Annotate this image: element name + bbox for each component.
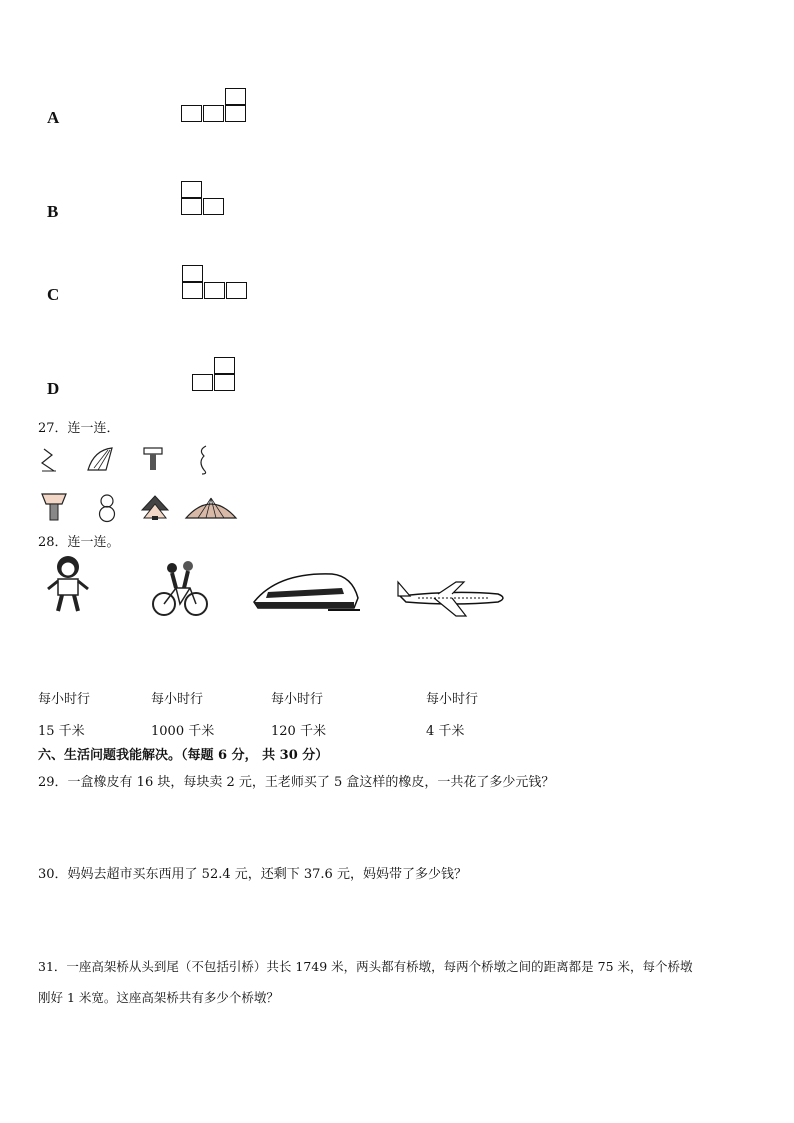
- walking-child-icon: [44, 553, 92, 615]
- umbrella-fragment-icon: [86, 446, 116, 472]
- snowman-icon: [96, 493, 118, 523]
- speed-value-4: 4 千米: [426, 724, 465, 739]
- speed-value-2: 1000 千米: [151, 724, 215, 739]
- speed-label-1: 每小时行: [38, 692, 91, 707]
- section-6-title: 六、生活问题我能解决。（每题 6 分， 共 30 分）: [38, 748, 329, 763]
- airplane-icon: [394, 576, 510, 618]
- q31-line1: 31．一座高架桥从头到尾（不包括引桥）共长 1749 米，两头都有桥墩，每两个桥墩之间的距离都是 75 米，每个桥墩: [38, 959, 693, 974]
- option-c-label: C: [47, 285, 60, 304]
- tree-icon: [140, 494, 170, 522]
- snowman-fragment-icon: [196, 444, 210, 476]
- q31-line2: 刚好 1 米宽。这座高架桥共有多少个桥墩？: [38, 990, 279, 1005]
- cyclist-icon: [150, 558, 210, 618]
- mushroom-fragment-icon: [142, 446, 164, 474]
- option-a-label: A: [47, 108, 60, 127]
- speed-value-1: 15 千米: [38, 724, 85, 739]
- speed-label-3: 每小时行: [271, 692, 324, 707]
- mushroom-icon: [40, 492, 68, 522]
- speed-value-3: 120 千米: [271, 724, 326, 739]
- lightning-fragment-icon: [38, 445, 60, 475]
- speed-label-4: 每小时行: [426, 692, 479, 707]
- option-b-label: B: [47, 202, 59, 221]
- train-icon: [248, 568, 360, 614]
- speed-label-2: 每小时行: [151, 692, 204, 707]
- q27-title: 27．连一连．: [38, 421, 120, 436]
- q30-text: 30．妈妈去超市买东西用了 52.4 元，还剩下 37.6 元，妈妈带了多少钱？: [38, 867, 467, 882]
- q28-title: 28．连一连。: [38, 535, 120, 550]
- option-d-label: D: [47, 379, 60, 398]
- q29-text: 29．一盒橡皮有 16 块，每块卖 2 元，王老师买了 5 盒这样的橡皮，一共花了多少元钱？: [38, 775, 555, 790]
- umbrella-icon: [184, 496, 238, 522]
